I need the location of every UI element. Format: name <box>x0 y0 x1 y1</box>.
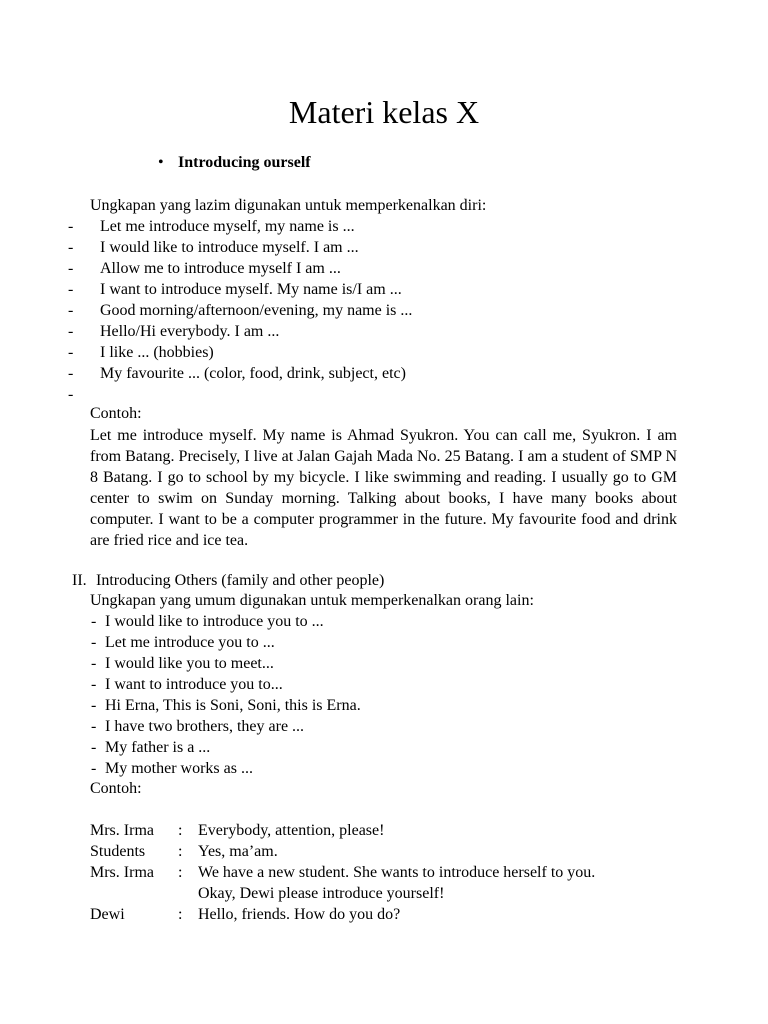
list-item <box>0 716 768 737</box>
list-item <box>0 737 768 758</box>
section1-heading-text: Introducing ourself <box>178 154 311 171</box>
list-item-text: Hello/Hi everybody. I am ... <box>100 323 280 340</box>
list-item-text: I would like to introduce you to ... <box>105 613 324 630</box>
list-item <box>0 695 768 716</box>
dialog-row <box>0 883 768 904</box>
list-dash: - <box>68 260 74 277</box>
section2-heading-text: Introducing Others (family and other people) <box>96 572 385 589</box>
list-item-text: My favourite ... (color, food, drink, subject, etc) <box>100 365 406 382</box>
section1-example-paragraph: Let me introduce myself. My name is Ahmad Syukron. You can call me, Syukron. I am from Batang. Precisely, I live at Jalan Gajah Mada No. 25 Batang. I am a student of SMP N 8 Batang. I go to school by my bicycle. I like swimming and reading. I usually go to GM center to swim on Sunday morning. Talking about books, I have many books about computer. I want to be a computer programmer in the future. My favourite food and drink are fried rice and ice tea. <box>90 427 677 549</box>
list-item-text: My father is a ... <box>105 739 211 756</box>
list-item-text: Let me introduce you to ... <box>105 634 275 651</box>
section2-intro: Ungkapan yang umum digunakan untuk memperkenalkan orang lain: <box>90 592 534 609</box>
section1-intro: Ungkapan yang lazim digunakan untuk memperkenalkan diri: <box>90 197 487 214</box>
dialog-line: We have a new student. She wants to introduce herself to you. <box>198 864 596 881</box>
list-dash: - <box>91 655 97 672</box>
list-item-text: I want to introduce myself. My name is/I am ... <box>100 281 402 298</box>
section2-example-label: Contoh: <box>90 780 142 797</box>
list-dash: - <box>68 386 74 403</box>
list-item-text: I would like you to meet... <box>105 655 274 672</box>
dialog-speaker: Dewi <box>90 906 125 923</box>
list-item <box>0 611 768 632</box>
section2-number: II. <box>72 572 87 589</box>
list-dash: - <box>68 239 74 256</box>
list-item <box>0 758 768 779</box>
list-dash: - <box>91 739 97 756</box>
list-item <box>0 632 768 653</box>
dialog-colon: : <box>178 864 183 881</box>
bullet-icon: • <box>158 154 164 171</box>
dialog-row <box>0 841 768 862</box>
list-item <box>0 384 768 405</box>
section2-list <box>0 611 768 779</box>
list-item <box>0 363 768 384</box>
dialog-speaker: Mrs. Irma <box>90 864 154 881</box>
list-item <box>0 300 768 321</box>
list-dash: - <box>91 718 97 735</box>
list-item <box>0 258 768 279</box>
page-title: Materi kelas X <box>288 94 480 130</box>
list-dash: - <box>91 634 97 651</box>
list-item <box>0 342 768 363</box>
list-item-text: Allow me to introduce myself I am ... <box>100 260 341 277</box>
dialog-row <box>0 862 768 883</box>
list-dash: - <box>91 760 97 777</box>
list-dash: - <box>68 365 74 382</box>
list-dash: - <box>91 613 97 630</box>
dialog-row <box>0 820 768 841</box>
dialog-row <box>0 904 768 925</box>
list-item <box>0 674 768 695</box>
section1-example-label: Contoh: <box>90 405 142 422</box>
section1-list <box>0 216 768 405</box>
dialog-line: Everybody, attention, please! <box>198 822 385 839</box>
list-dash: - <box>68 218 74 235</box>
list-item <box>0 321 768 342</box>
list-dash: - <box>68 281 74 298</box>
dialog-speaker: Mrs. Irma <box>90 822 154 839</box>
dialog-colon: : <box>178 906 183 923</box>
list-item-text: I want to introduce you to... <box>105 676 283 693</box>
list-item <box>0 237 768 258</box>
list-item-text: I have two brothers, they are ... <box>105 718 305 735</box>
dialog-speaker: Students <box>90 843 146 860</box>
list-dash: - <box>68 302 74 319</box>
dialog-line: Okay, Dewi please introduce yourself! <box>198 885 445 902</box>
section2-dialog <box>0 820 768 925</box>
list-item <box>0 279 768 300</box>
list-dash: - <box>91 676 97 693</box>
dialog-line: Yes, ma’am. <box>198 843 278 860</box>
dialog-colon: : <box>178 843 183 860</box>
list-dash: - <box>68 344 74 361</box>
list-item-text: I would like to introduce myself. I am ... <box>100 239 359 256</box>
list-item <box>0 653 768 674</box>
list-dash: - <box>68 323 74 340</box>
list-item-text: Hi Erna, This is Soni, Soni, this is Erna. <box>105 697 361 714</box>
list-item <box>0 216 768 237</box>
list-item-text: Let me introduce myself, my name is ... <box>100 218 355 235</box>
list-item-text: Good morning/afternoon/evening, my name is ... <box>100 302 413 319</box>
list-dash: - <box>91 697 97 714</box>
dialog-colon: : <box>178 822 183 839</box>
list-item-text: My mother works as ... <box>105 760 253 777</box>
dialog-line: Hello, friends. How do you do? <box>198 906 401 923</box>
list-item-text: I like ... (hobbies) <box>100 344 214 361</box>
